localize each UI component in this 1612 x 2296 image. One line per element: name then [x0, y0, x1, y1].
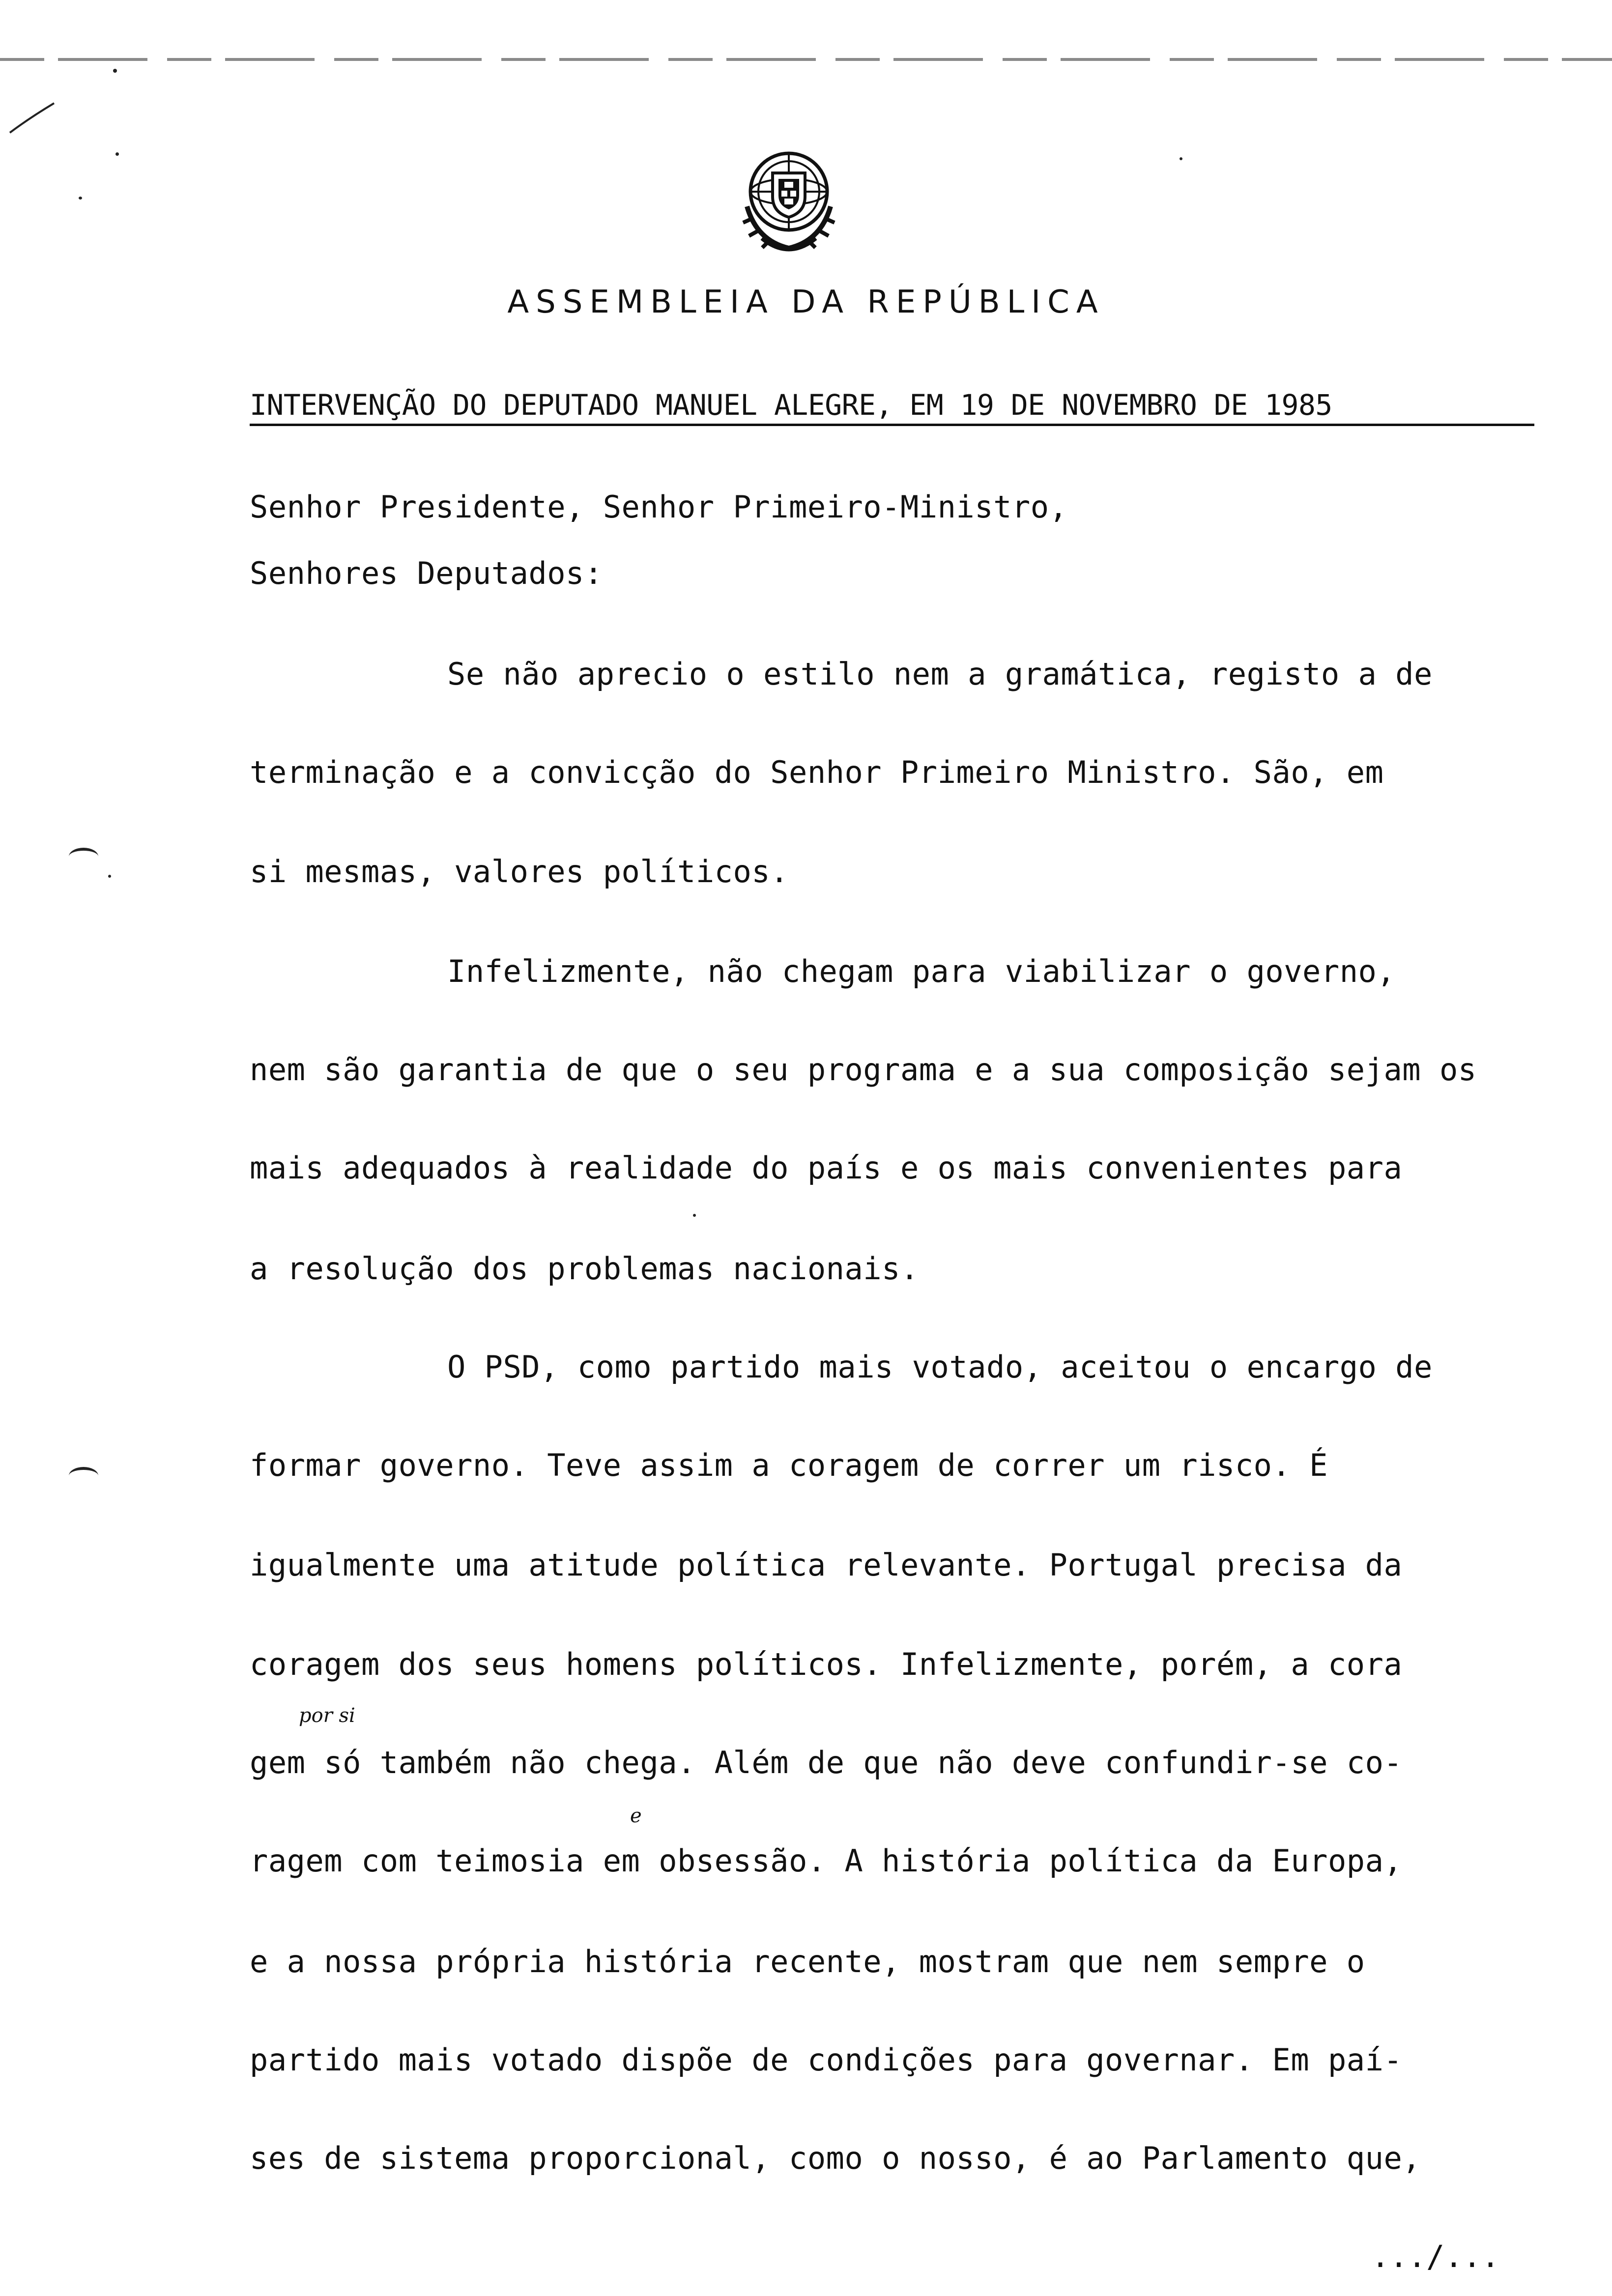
body-line: ragem com teimosia em obsessão. A história política da Europa,	[250, 1843, 1403, 1879]
body-line: si mesmas, valores políticos.	[250, 854, 789, 890]
body-line: e a nossa própria história recente, mostram que nem sempre o	[250, 1944, 1365, 1980]
body-line: gem só também não chega. Além de que não deve confundir-se co-	[250, 1745, 1403, 1780]
body-line: a resolução dos problemas nacionais.	[250, 1251, 919, 1287]
scan-speck	[1180, 157, 1182, 160]
body-line: ses de sistema proporcional, como o nosso, é ao Parlamento que,	[250, 2140, 1421, 2176]
margin-bracket-mark	[69, 1467, 98, 1485]
pen-stroke-mark	[5, 93, 59, 138]
body-line: mais adequados à realidade do país e os mais convenientes para	[250, 1150, 1403, 1186]
body-line: nem são garantia de que o seu programa e a sua composição sejam os	[250, 1052, 1477, 1088]
handwritten-insertion: por si	[299, 1704, 355, 1727]
body-line: partido mais votado dispõe de condições para governar. Em paí-	[250, 2042, 1403, 2078]
body-line: Infelizmente, não chegam para viabilizar o governo,	[447, 953, 1396, 989]
heading-underline	[250, 424, 1534, 426]
handwritten-correction: e	[630, 1805, 642, 1827]
document-heading-text: INTERVENÇÃO DO DEPUTADO MANUEL ALEGRE, EM 19 DE NOVEMBRO DE 1985	[250, 388, 1332, 422]
coat-of-arms-icon	[727, 138, 850, 260]
body-line: O PSD, como partido mais votado, aceitou o encargo de	[447, 1349, 1433, 1385]
body-line: igualmente uma atitude política relevante. Portugal precisa da	[250, 1547, 1403, 1583]
scan-speck	[113, 69, 117, 73]
body-line: Se não aprecio o estilo nem a gramática, registo a de	[447, 656, 1433, 692]
body-line: formar governo. Teve assim a coragem de correr um risco. É	[250, 1447, 1328, 1483]
scan-speck	[693, 1214, 696, 1217]
scan-speck	[115, 152, 119, 156]
body-line: coragem dos seus homens políticos. Infelizmente, porém, a cora	[250, 1646, 1403, 1682]
margin-bracket-mark	[69, 848, 98, 865]
scan-artifact-line	[0, 58, 1612, 61]
scan-speck	[79, 197, 82, 200]
institution-name: ASSEMBLEIA DA REPÚBLICA	[507, 284, 1105, 320]
scan-speck	[108, 875, 111, 878]
page-continuation-mark: .../...	[1371, 2239, 1500, 2274]
salutation-line: Senhor Presidente, Senhor Primeiro-Ministro,	[250, 489, 1068, 525]
body-line: terminação e a convicção do Senhor Primeiro Ministro. São, em	[250, 754, 1384, 790]
document-heading	[250, 388, 1534, 422]
salutation-line: Senhores Deputados:	[250, 555, 603, 591]
